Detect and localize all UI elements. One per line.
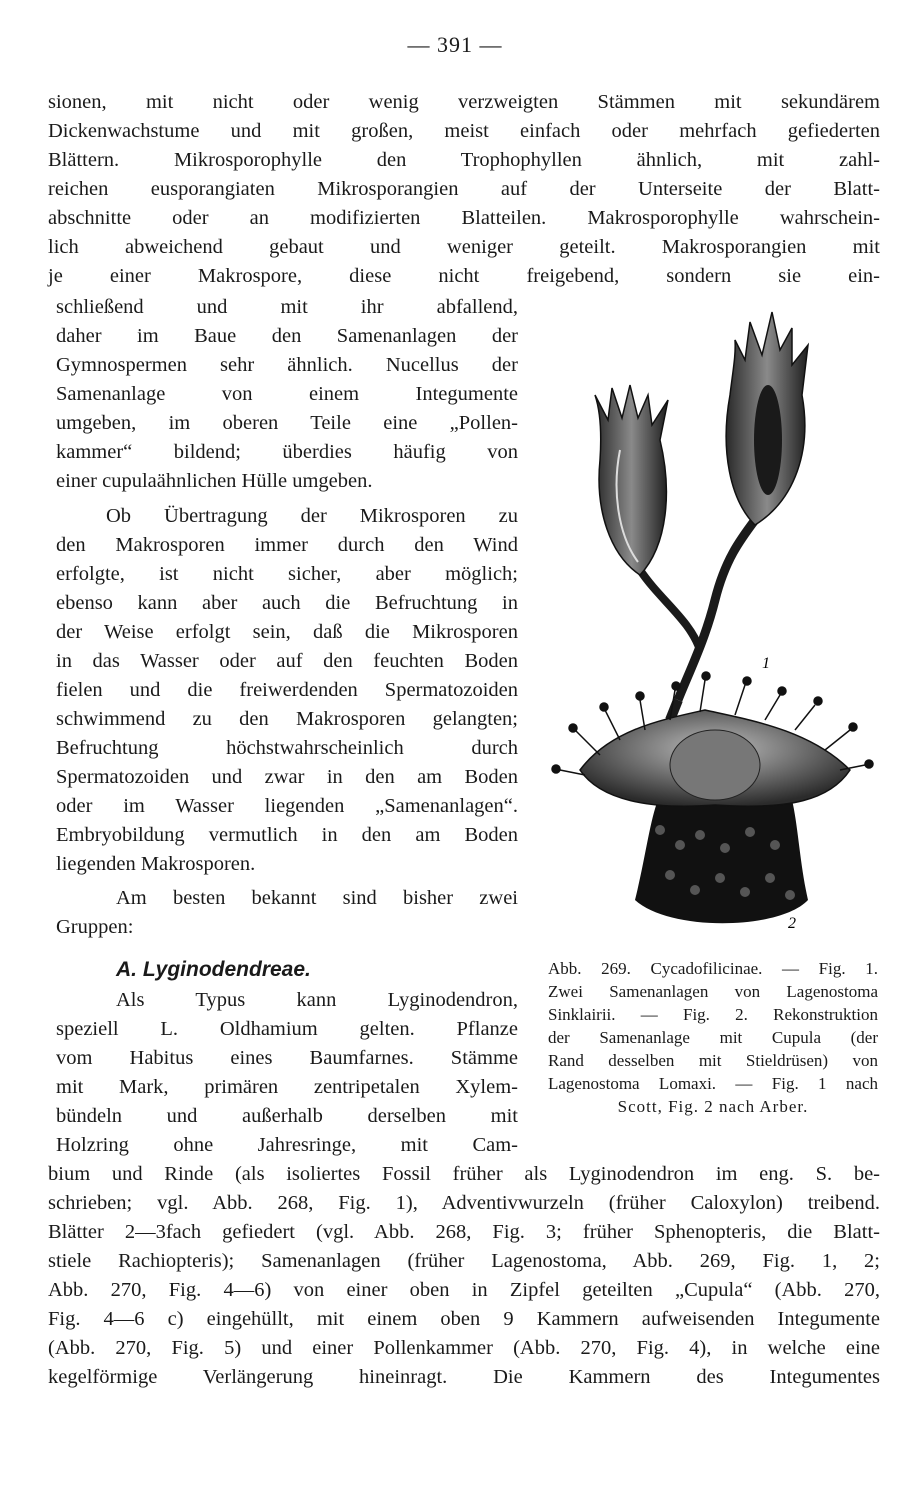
body-line: Spermatozoiden und zwar in den am Boden [56,766,518,788]
body-line: kegelförmige Verlängerung hineinragt. Die Kammern des Integumentes [48,1366,880,1388]
body-line: daher im Baue den Samenanlagen der [56,325,518,347]
body-line: (Abb. 270, Fig. 5) und einer Pollenkammer (Abb. 270, Fig. 4), in welche eine [48,1337,880,1359]
section-heading: A. Lyginodendreae. [116,958,311,981]
body-line: ebenso kann aber auch die Befruchtung in [56,592,518,614]
body-line: lich abweichend gebaut und weniger geteilt. Makrosporangien mit [48,236,880,258]
figure-caption-line: Sinklairii. — Fig. 2. Rekonstruktion [548,1005,878,1024]
body-line: Abb. 270, Fig. 4—6) von einer oben in Zipfel geteilten „Cupula“ (Abb. 270, [48,1279,880,1301]
fig1-ovules [595,312,808,720]
body-line: den Makrosporen immer durch den Wind [56,534,518,556]
body-line: mit Mark, primären zentripetalen Xylem- [56,1076,518,1098]
body-line: der Weise erfolgt sein, daß die Mikrosporen [56,621,518,643]
fig2-label: 2 [788,915,796,932]
figure-caption-line: Zwei Samenanlagen von Lagenostoma [548,982,878,1001]
body-line: abschnitte oder an modifizierten Blatteilen. Makrosporophylle wahrschein- [48,207,880,229]
body-line: Befruchtung höchstwahrscheinlich durch [56,737,518,759]
body-line: Als Typus kann Lyginodendron, [116,989,518,1011]
fig2-cupula [552,672,873,932]
body-line: Blättern. Mikrosporophylle den Trophophyllen ähnlich, mit zahl- [48,149,880,171]
body-line: Gymnospermen sehr ähnlich. Nucellus der [56,354,518,376]
figure-caption-line: Abb. 269. Cycadofilicinae. — Fig. 1. [548,959,878,978]
body-line: Dickenwachstume und mit großen, meist einfach oder mehrfach gefiederten [48,120,880,142]
body-line: reichen eusporangiaten Mikrosporangien auf der Unterseite der Blatt- [48,178,880,200]
body-line: Embryobildung vermutlich in den am Boden [56,824,518,846]
figure-caption-line: Scott, Fig. 2 nach Arber. [617,1097,809,1116]
body-line: erfolgte, ist nicht sicher, aber möglich; [56,563,518,585]
body-line: vom Habitus eines Baumfarnes. Stämme [56,1047,518,1069]
body-line: Ob Übertragung der Mikrosporen zu [106,505,518,527]
body-line: fielen und die freiwerdenden Spermatozoiden [56,679,518,701]
body-line: speziell L. Oldhamium gelten. Pflanze [56,1018,518,1040]
body-line: schließend und mit ihr abfallend, [56,296,518,318]
body-line: Fig. 4—6 c) eingehüllt, mit einem oben 9 Kammern aufweisenden Integumente [48,1308,880,1330]
body-line: stiele Rachiopteris); Samenanlagen (früher Lagenostoma, Abb. 269, Fig. 1, 2; [48,1250,880,1272]
body-line: oder im Wasser liegenden „Samenanlagen“. [56,795,518,817]
body-line: Holzring ohne Jahresringe, mit Cam- [56,1134,518,1156]
body-line: in das Wasser oder auf den feuchten Boden [56,650,518,672]
body-line: umgeben, im oberen Teile eine „Pollen- [56,412,518,434]
body-line: schrieben; vgl. Abb. 268, Fig. 1), Adventivwurzeln (früher Caloxylon) treibend. [48,1192,880,1214]
body-line: Am besten bekannt sind bisher zwei [116,887,518,909]
body-line: bündeln und außerhalb derselben mit [56,1105,518,1127]
body-line: kammer“ bildend; überdies häufig von [56,441,518,463]
figure-caption-line: der Samenanlage mit Cupula (der [548,1028,878,1047]
figure-caption-line: Lagenostoma Lomaxi. — Fig. 1 nach [548,1074,878,1093]
body-line: einer cupulaähnlichen Hülle umgeben. [56,470,373,492]
body-line: Samenanlage von einem Integumente [56,383,518,405]
body-line: liegenden Makrosporen. [56,853,256,875]
body-line: sionen, mit nicht oder wenig verzweigten Stämmen mit sekundärem [48,91,880,113]
page-number: — 391 — [407,32,503,57]
figure-caption-line: Rand desselben mit Stieldrüsen) von [548,1051,878,1070]
body-line: bium und Rinde (als isoliertes Fossil früher als Lyginodendron im eng. S. be- [48,1163,880,1185]
botanical-figure [540,300,890,955]
body-line: je einer Makrospore, diese nicht freigebend, sondern sie ein- [48,265,880,287]
body-line: Gruppen: [56,916,134,938]
body-line: schwimmend zu den Makrosporen gelangten; [56,708,518,730]
body-line: Blätter 2—3fach gefiedert (vgl. Abb. 268, Fig. 3; früher Sphenopteris, die Blatt- [48,1221,880,1243]
fig1-label: 1 [762,655,770,672]
